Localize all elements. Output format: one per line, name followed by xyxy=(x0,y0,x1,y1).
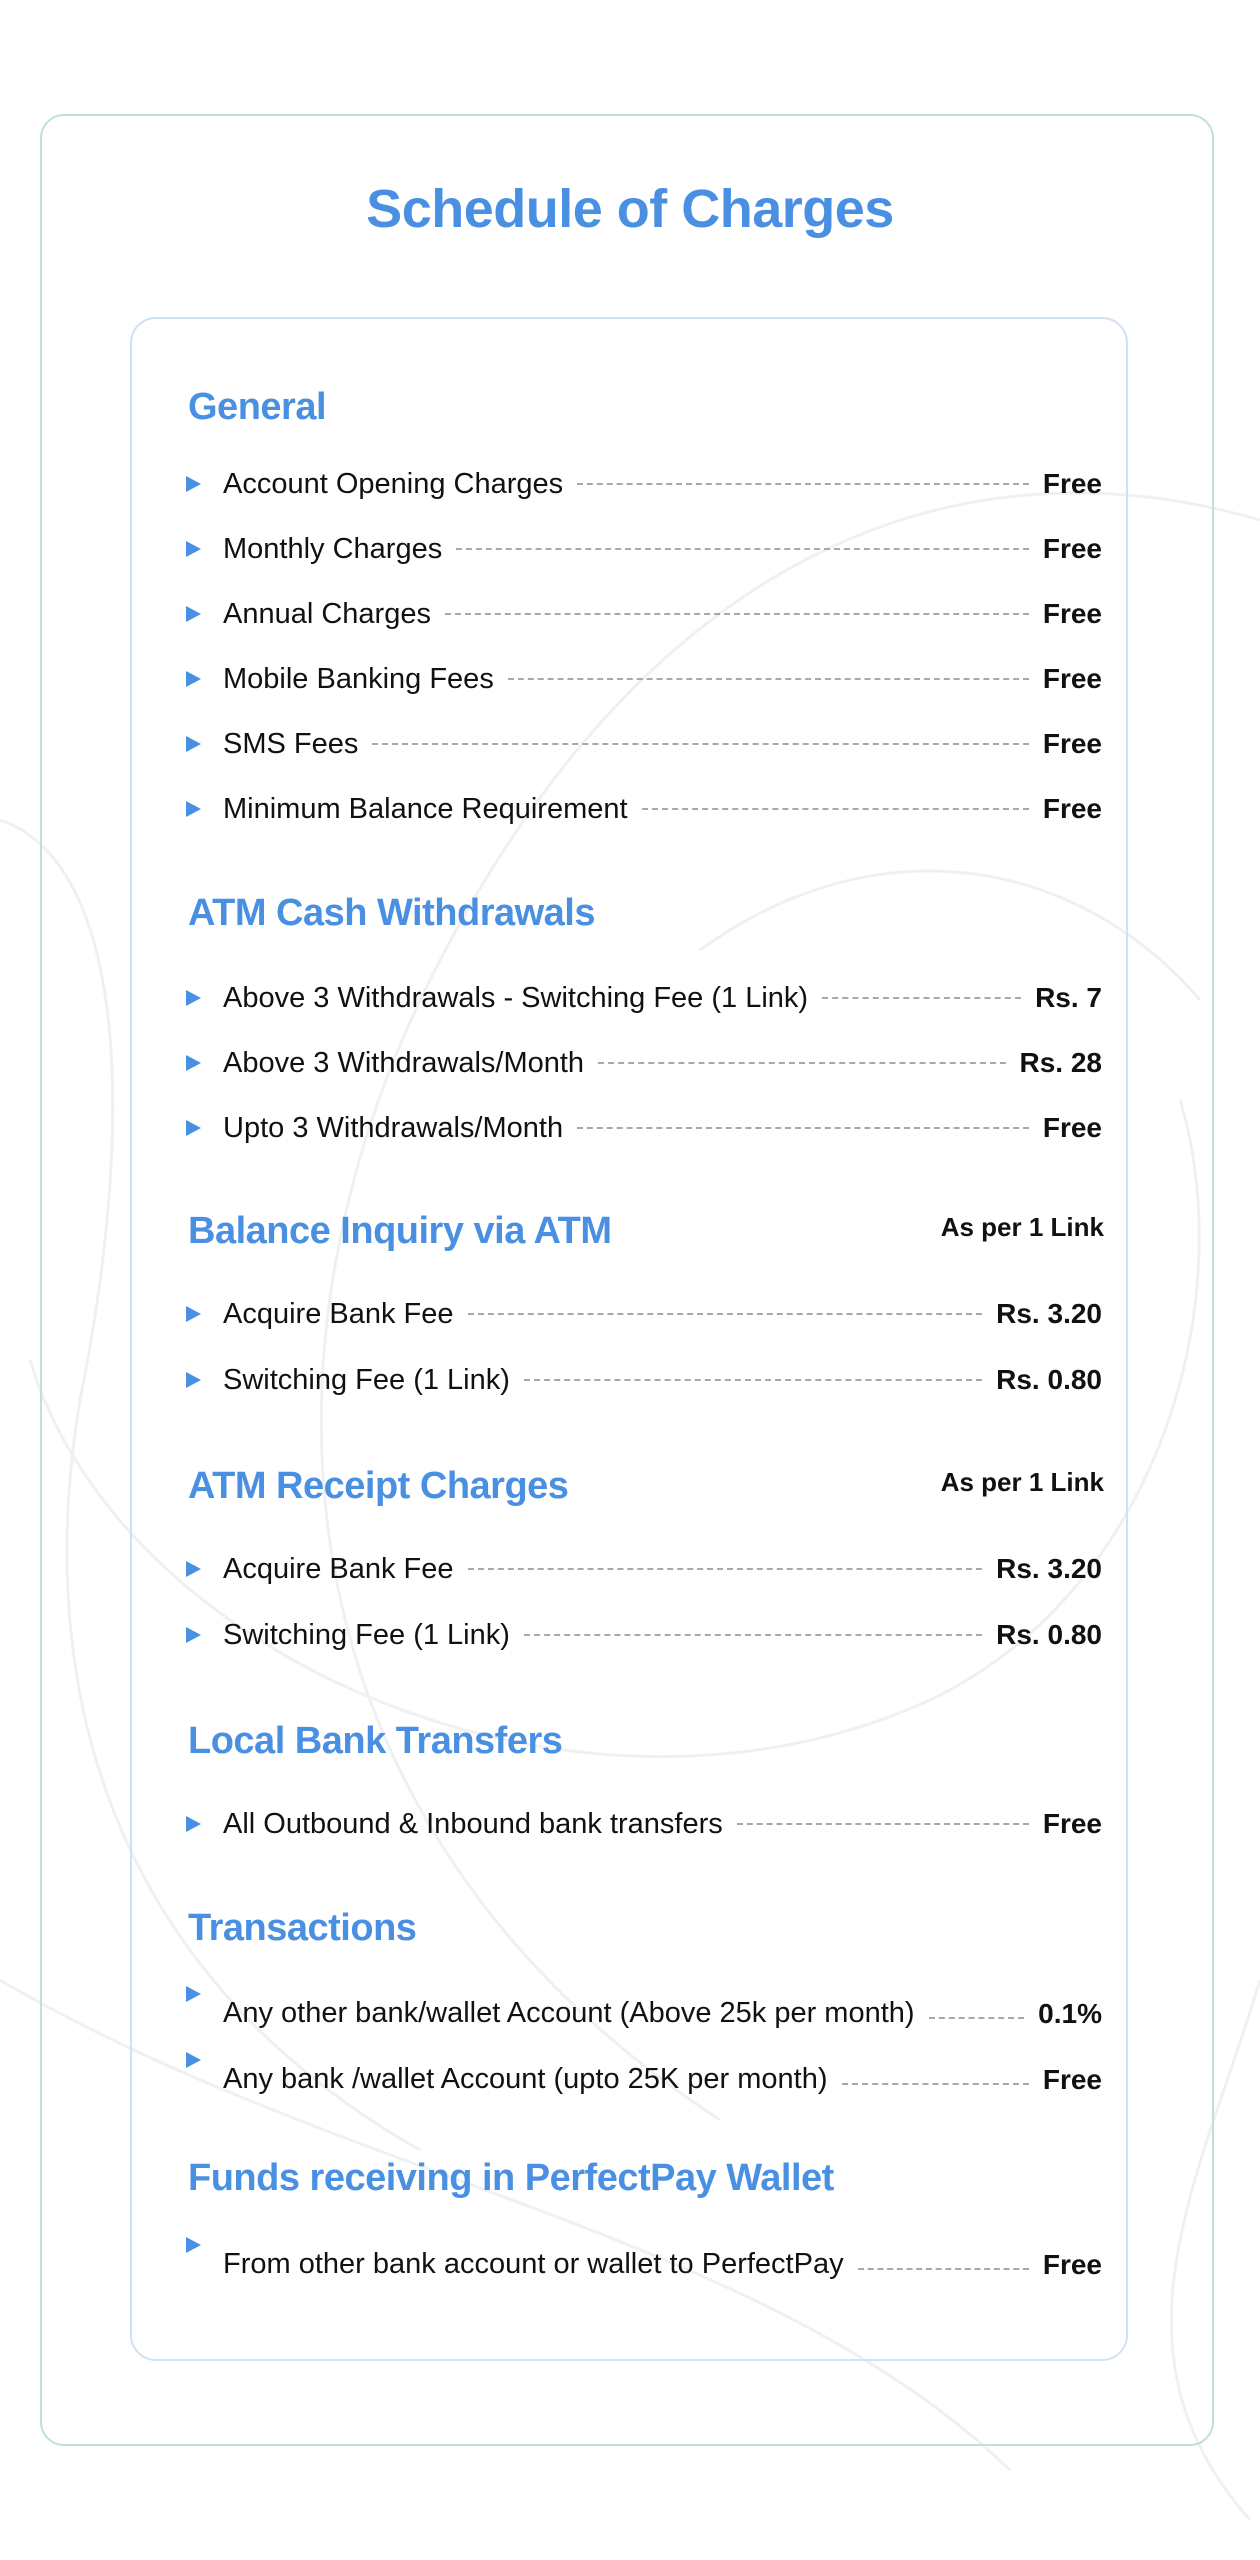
dotted-leader xyxy=(842,2083,1029,2085)
section-title-transactions: Transactions xyxy=(188,1907,417,1949)
section-note: As per 1 Link xyxy=(940,1212,1104,1242)
dotted-leader xyxy=(524,1634,982,1636)
charge-label: Acquire Bank Fee xyxy=(223,1297,454,1330)
section-title-local-bank-transfers: Local Bank Transfers xyxy=(188,1720,563,1762)
charge-row xyxy=(186,462,1102,506)
dotted-leader xyxy=(372,743,1028,745)
dotted-leader xyxy=(577,483,1029,485)
charge-label: All Outbound & Inbound bank transfers xyxy=(223,1807,723,1840)
bullet-arrow-icon xyxy=(186,1372,201,1388)
bullet-arrow-icon xyxy=(186,1055,201,1071)
dotted-leader xyxy=(858,2268,1029,2270)
charge-row xyxy=(186,2237,1102,2281)
charge-row xyxy=(186,1613,1102,1657)
dotted-leader xyxy=(577,1127,1029,1129)
charge-value: Rs. 3.20 xyxy=(996,1298,1102,1329)
charge-label: Monthly Charges xyxy=(223,532,443,565)
bullet-arrow-icon xyxy=(186,671,201,687)
charge-value: Free xyxy=(1042,2249,1102,2280)
bullet-arrow-icon xyxy=(186,2237,201,2253)
charge-value: Free xyxy=(1042,728,1102,759)
bullet-arrow-icon xyxy=(186,736,201,752)
charge-row xyxy=(186,1358,1102,1402)
charge-row xyxy=(186,976,1102,1020)
bullet-arrow-icon xyxy=(186,1120,201,1136)
bullet-arrow-icon xyxy=(186,801,201,817)
dotted-leader xyxy=(468,1313,983,1315)
charge-row xyxy=(186,1547,1102,1591)
dotted-leader xyxy=(524,1379,982,1381)
charge-label: Any bank /wallet Account (upto 25K per month) xyxy=(223,2063,828,2095)
charge-label: Account Opening Charges xyxy=(223,467,564,500)
bullet-arrow-icon xyxy=(186,1986,201,2002)
charge-row xyxy=(186,657,1102,701)
charge-row xyxy=(186,592,1102,636)
charge-label: From other bank account or wallet to PerfectPay xyxy=(223,2248,844,2280)
section-title-atm-cash-withdrawals: ATM Cash Withdrawals xyxy=(188,892,595,934)
dotted-leader xyxy=(822,997,1021,999)
bullet-arrow-icon xyxy=(186,476,201,492)
dotted-leader xyxy=(598,1062,1005,1064)
bullet-arrow-icon xyxy=(186,2052,201,2068)
charge-value: Free xyxy=(1042,1112,1102,1143)
charge-row xyxy=(186,722,1102,766)
charge-label: Upto 3 Withdrawals/Month xyxy=(223,1111,564,1144)
charge-label: Minimum Balance Requirement xyxy=(223,792,628,825)
charge-label: Switching Fee (1 Link) xyxy=(223,1618,510,1651)
section-title-balance-inquiry: Balance Inquiry via ATM xyxy=(188,1210,612,1252)
charge-row xyxy=(186,1986,1102,2030)
dotted-leader xyxy=(929,2017,1025,2019)
section-note: As per 1 Link xyxy=(940,1467,1104,1497)
dotted-leader xyxy=(468,1568,983,1570)
charge-label: Above 3 Withdrawals/Month xyxy=(223,1046,585,1079)
charge-value: Free xyxy=(1042,1808,1102,1839)
charge-row xyxy=(186,1802,1102,1846)
charge-label: Switching Fee (1 Link) xyxy=(223,1363,510,1396)
charge-value: Free xyxy=(1042,2064,1102,2095)
bullet-arrow-icon xyxy=(186,541,201,557)
bullet-arrow-icon xyxy=(186,1816,201,1832)
charge-value: Free xyxy=(1042,663,1102,694)
charge-value: Free xyxy=(1042,598,1102,629)
bullet-arrow-icon xyxy=(186,1306,201,1322)
dotted-leader xyxy=(445,613,1029,615)
charge-value: Rs. 0.80 xyxy=(996,1619,1102,1650)
charge-label: Annual Charges xyxy=(223,597,431,630)
section-title-funds-receiving: Funds receiving in PerfectPay Wallet xyxy=(188,2157,834,2199)
charge-value: Free xyxy=(1042,793,1102,824)
charge-row xyxy=(186,1106,1102,1150)
bullet-arrow-icon xyxy=(186,606,201,622)
charge-value: Rs. 7 xyxy=(1035,982,1102,1013)
bullet-arrow-icon xyxy=(186,1627,201,1643)
charge-value: Rs. 3.20 xyxy=(996,1553,1102,1584)
bullet-arrow-icon xyxy=(186,1561,201,1577)
charge-label: Mobile Banking Fees xyxy=(223,662,494,695)
charge-row xyxy=(186,527,1102,571)
charge-value: Free xyxy=(1042,533,1102,564)
charge-label: Above 3 Withdrawals - Switching Fee (1 Link) xyxy=(223,981,809,1014)
charge-row xyxy=(186,1292,1102,1336)
charge-label: Acquire Bank Fee xyxy=(223,1552,454,1585)
page-title: Schedule of Charges xyxy=(366,179,894,239)
dotted-leader xyxy=(456,548,1029,550)
charge-value: 0.1% xyxy=(1038,1998,1102,2029)
charge-label: SMS Fees xyxy=(223,727,359,760)
dotted-leader xyxy=(642,808,1029,810)
bullet-arrow-icon xyxy=(186,990,201,1006)
section-title-atm-receipt-charges: ATM Receipt Charges xyxy=(188,1465,569,1507)
charge-value: Rs. 28 xyxy=(1019,1047,1102,1078)
charge-value: Rs. 0.80 xyxy=(996,1364,1102,1395)
charge-row xyxy=(186,787,1102,831)
dotted-leader xyxy=(737,1823,1029,1825)
dotted-leader xyxy=(508,678,1029,680)
charge-row xyxy=(186,1041,1102,1085)
charge-value: Free xyxy=(1042,468,1102,499)
section-title-general: General xyxy=(188,386,327,428)
charge-row xyxy=(186,2052,1102,2096)
charge-label: Any other bank/wallet Account (Above 25k per month) xyxy=(223,1997,915,2029)
